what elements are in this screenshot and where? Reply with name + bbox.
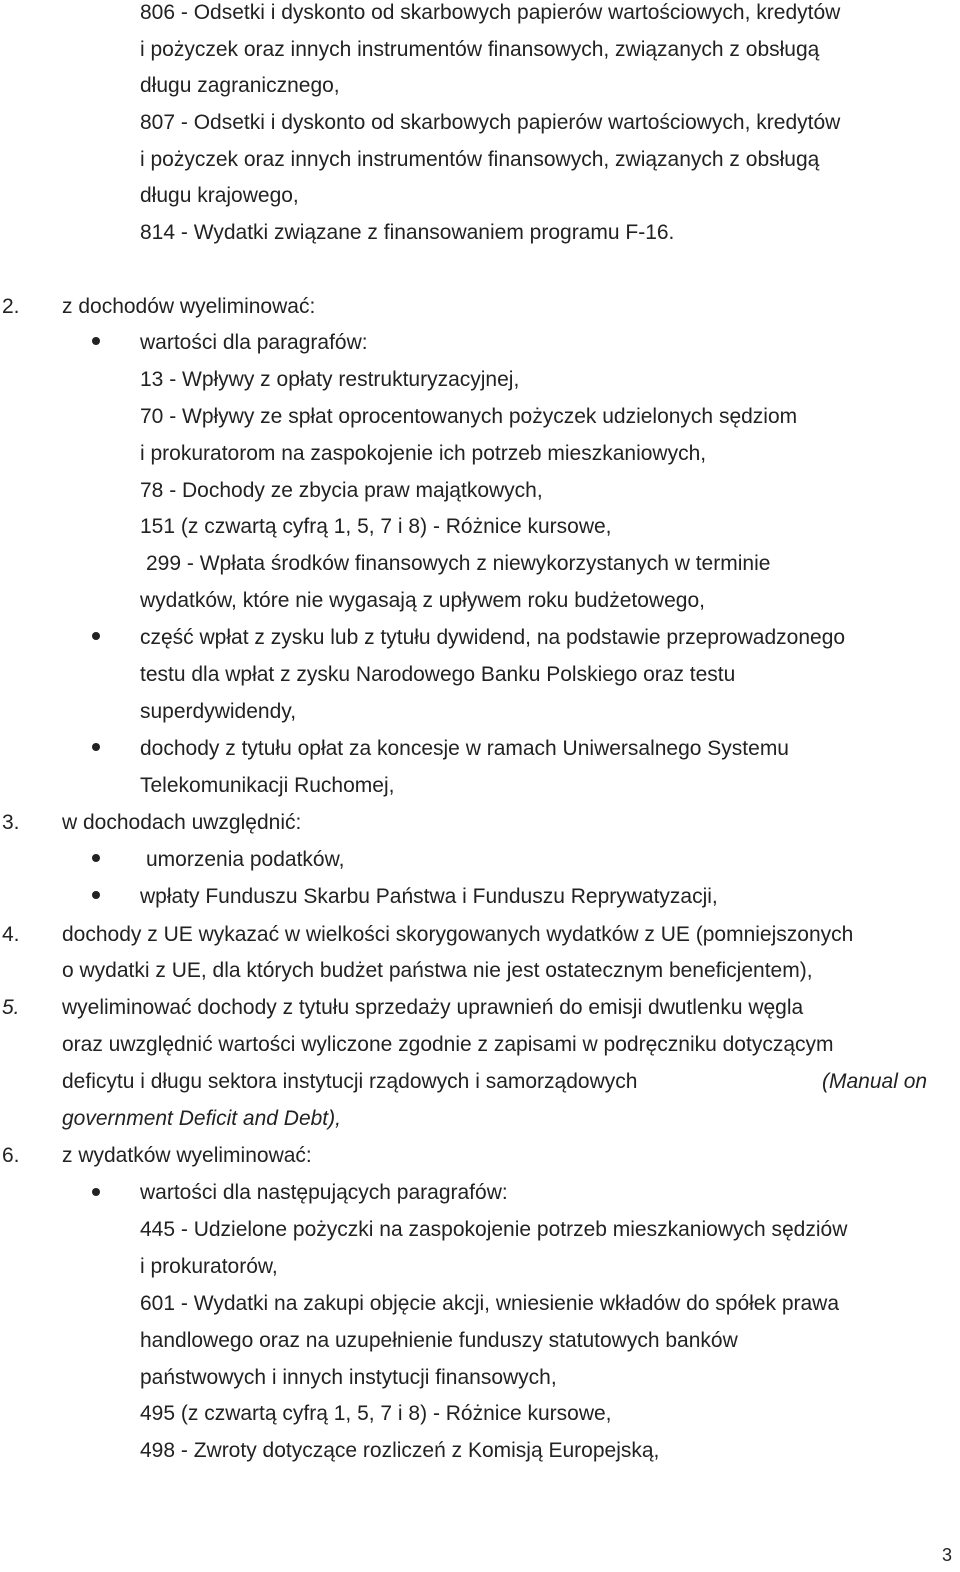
item-heading: z dochodów wyeliminować:	[62, 295, 316, 318]
text-line: 151 (z czwartą cyfrą 1, 5, 7 i 8) - Różnice kursowe,	[140, 515, 612, 538]
text-line: o wydatki z UE, dla których budżet państwa nie jest ostatecznym beneficjentem),	[62, 959, 813, 982]
text-line: 495 (z czwartą cyfrą 1, 5, 7 i 8) - Różnice kursowe,	[140, 1402, 612, 1425]
text-line: i prokuratorom na zaspokojenie ich potrzeb mieszkaniowych,	[140, 442, 707, 465]
text-line: superdywidendy,	[140, 700, 297, 723]
text-line: Telekomunikacji Ruchomej,	[140, 774, 395, 797]
item-heading: z wydatków wyeliminować:	[62, 1144, 312, 1167]
item-number: 5.	[2, 996, 20, 1019]
item-number: 3.	[2, 811, 20, 834]
text-line: 78 - Dochody ze zbycia praw majątkowych,	[140, 479, 543, 502]
text-line: handlowego oraz na uzupełnienie funduszy statutowych banków	[140, 1329, 738, 1352]
text-line: wydatków, które nie wygasają z upływem roku budżetowego,	[140, 589, 705, 612]
text-line: 806 - Odsetki i dyskonto od skarbowych papierów wartościowych, kredytów	[140, 1, 841, 24]
bullet-icon	[92, 337, 100, 345]
text-line: 445 - Udzielone pożyczki na zaspokojenie potrzeb mieszkaniowych sędziów	[140, 1218, 848, 1241]
text-line: i pożyczek oraz innych instrumentów finansowych, związanych z obsługą	[140, 38, 820, 61]
item-number: 2.	[2, 295, 20, 318]
text-line: 70 - Wpływy ze spłat oprocentowanych pożyczek udzielonych sędziom	[140, 405, 798, 428]
text-line: umorzenia podatków,	[146, 848, 345, 871]
bullet-icon	[92, 1188, 100, 1196]
text-line: wyeliminować dochody z tytułu sprzedaży uprawnień do emisji dwutlenku węgla	[62, 996, 804, 1019]
bullet-icon	[92, 743, 100, 751]
text-line: wpłaty Funduszu Skarbu Państwa i Funduszu Reprywatyzacji,	[140, 885, 718, 908]
italic-text: (Manual on	[822, 1070, 928, 1093]
text-line: państwowych i innych instytucji finansowych,	[140, 1366, 557, 1389]
text-line: dochody z tytułu opłat za koncesje w ramach Uniwersalnego Systemu	[140, 737, 789, 760]
page-number: 3	[941, 1545, 952, 1565]
text-line: i prokuratorów,	[140, 1255, 278, 1278]
text-line: testu dla wpłat z zysku Narodowego Banku Polskiego oraz testu	[140, 663, 736, 686]
text-line: wartości dla paragrafów:	[140, 331, 368, 354]
bullet-icon	[92, 891, 100, 899]
italic-text: government Deficit and Debt),	[62, 1107, 341, 1130]
item-heading: w dochodach uwzględnić:	[62, 811, 302, 834]
text-line: 807 - Odsetki i dyskonto od skarbowych papierów wartościowych, kredytów	[140, 111, 841, 134]
text-line: 299 - Wpłata środków finansowych z niewykorzystanych w terminie	[146, 552, 771, 575]
text-line: wartości dla następujących paragrafów:	[140, 1181, 508, 1204]
text-line: 498 - Zwroty dotyczące rozliczeń z Komisją Europejską,	[140, 1439, 660, 1462]
text-line: oraz uwzględnić wartości wyliczone zgodnie z zapisami w podręczniku dotyczącym	[62, 1033, 834, 1056]
bullet-icon	[92, 854, 100, 862]
text-line: dochody z UE wykazać w wielkości skorygowanych wydatków z UE (pomniejszonych	[62, 923, 854, 946]
text-line: 601 - Wydatki na zakupi objęcie akcji, wniesienie wkładów do spółek prawa	[140, 1292, 840, 1315]
text-line: długu krajowego,	[140, 184, 299, 207]
bullet-icon	[92, 632, 100, 640]
item-number: 4.	[2, 923, 20, 946]
text-line: część wpłat z zysku lub z tytułu dywidend, na podstawie przeprowadzonego	[140, 626, 846, 649]
text-line: długu zagranicznego,	[140, 74, 340, 97]
text-line: i pożyczek oraz innych instrumentów finansowych, związanych z obsługą	[140, 148, 820, 171]
text-line: 814 - Wydatki związane z finansowaniem programu F-16.	[140, 221, 675, 244]
text-line: 13 - Wpływy z opłaty restrukturyzacyjnej,	[140, 368, 520, 391]
item-number: 6.	[2, 1144, 20, 1167]
text-line: deficytu i długu sektora instytucji rządowych i samorządowych	[62, 1070, 638, 1093]
